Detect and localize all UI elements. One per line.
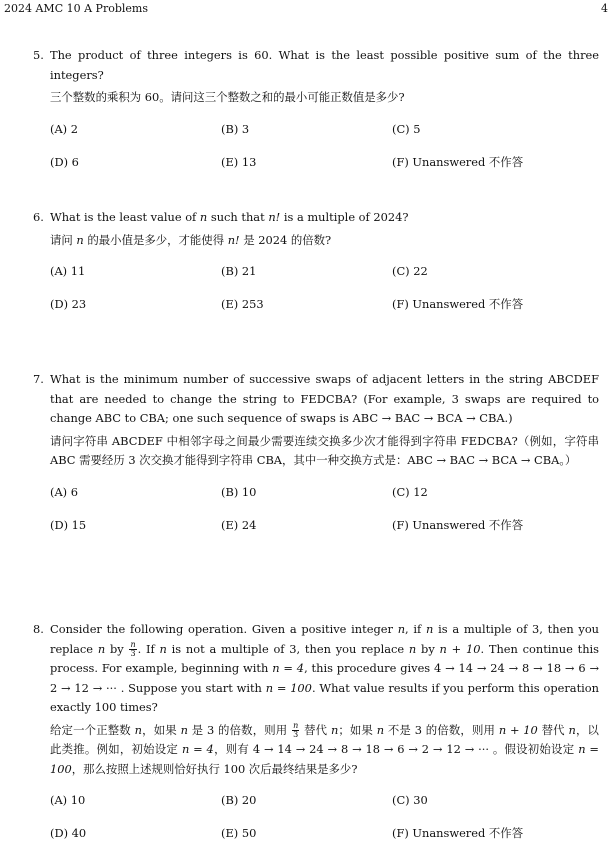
page-number: 4 bbox=[601, 2, 608, 15]
question-zh: 给定一个正整数 n，如果 n 是 3 的倍数，则用 $\frac{n}{3}$ 替代 n；如果 n 不是 3 的倍数，则用 n + 10 替代 n，以此类推。例如，初始设定 n = 4，则有 4 → 14 → 24 → 8 → 18 → 6 → 2 → 12 → ··· 。假设初始设定 n = 100，那么按照上述规则恰好执行 100 次后最终结果是多少? bbox=[50, 721, 599, 776]
choice-b[interactable]: (B) 3 bbox=[221, 121, 250, 136]
document-title: 2024 AMC 10 A Problems bbox=[4, 2, 148, 15]
choice-b[interactable]: (B) 20 bbox=[221, 793, 257, 807]
choice-f[interactable]: (F) Unanswered 不作答 bbox=[392, 297, 524, 311]
question-en: What is the minimum number of successive swaps of adjacent letters in the string ABCDEF that are needed to change the string to FEDCBA? (For example, 3 swaps are required to change ABC to CBA; one such sequence of swaps is ABC → BAC → BCA → CBA.) bbox=[50, 372, 599, 425]
choice-a[interactable]: (A) 2 bbox=[50, 121, 78, 136]
choice-f[interactable]: (F) Unanswered 不作答 bbox=[392, 826, 524, 840]
problem-number: 7. bbox=[33, 372, 44, 386]
question-en: What is the least value of n such that n! is a multiple of 2024? bbox=[50, 210, 409, 224]
fraction-n-over-3: $\frac{n}{3}$ bbox=[130, 640, 136, 658]
answer-choices bbox=[50, 262, 599, 330]
choice-d[interactable]: (D) 15 bbox=[50, 517, 87, 532]
choice-c[interactable]: (C) 30 bbox=[392, 793, 428, 807]
problem-number: 8. bbox=[33, 622, 44, 636]
choice-d[interactable]: (D) 40 bbox=[50, 826, 87, 840]
page-header bbox=[4, 2, 608, 15]
answer-choices bbox=[50, 483, 599, 551]
problem-6 bbox=[33, 208, 599, 330]
question-zh: 三个整数的乘积为 60。请问这三个整数之和的最小可能正数值是多少? bbox=[50, 90, 405, 104]
problem-7 bbox=[33, 370, 599, 551]
choice-e[interactable]: (E) 24 bbox=[221, 517, 257, 532]
choice-c[interactable]: (C) 12 bbox=[392, 484, 428, 499]
choice-a[interactable]: (A) 11 bbox=[50, 264, 86, 278]
question-zh: 请问 n 的最小值是多少，才能使得 n! 是 2024 的倍数? bbox=[50, 232, 332, 247]
choice-b[interactable]: (B) 10 bbox=[221, 484, 257, 499]
choice-f[interactable]: (F) Unanswered 不作答 bbox=[392, 517, 524, 532]
problem-number: 5. bbox=[33, 48, 44, 62]
choice-d[interactable]: (D) 6 bbox=[50, 154, 79, 169]
choice-d[interactable]: (D) 23 bbox=[50, 297, 87, 311]
answer-choices bbox=[50, 791, 599, 859]
question-zh: 请问字符串 ABCDEF 中相邻字母之间最少需要连续交换多少次才能得到字符串 FEDCBA?（例如，字符串 ABC 需要经历 3 次交换才能得到字符串 CBA，其中一种交换方式是：ABC → BAC → BCA → CBA。） bbox=[50, 433, 599, 467]
choice-b[interactable]: (B) 21 bbox=[221, 264, 257, 278]
answer-choices bbox=[50, 120, 599, 188]
choice-c[interactable]: (C) 22 bbox=[392, 264, 428, 278]
question-en: Consider the following operation. Given a positive integer n, if n is a multiple of 3, then you replace n by $\frac{n}{3}$ . If n is not a multiple of 3, then you replace n by n + 10. Then continue this process. For example, beginning with n = 4, this procedure gives 4 → 14 → 24 → 8 → 18 → 6 → 2 → 12 → ··· . Suppose you start with n = 100. What value results if you perform this operation exactly 100 times? bbox=[50, 622, 600, 714]
problem-5 bbox=[33, 46, 599, 188]
choice-e[interactable]: (E) 253 bbox=[221, 297, 264, 311]
choice-a[interactable]: (A) 6 bbox=[50, 484, 78, 499]
choice-e[interactable]: (E) 13 bbox=[221, 154, 257, 169]
choice-f[interactable]: (F) Unanswered 不作答 bbox=[392, 154, 524, 169]
question-en: The product of three integers is 60. What is the least possible positive sum of the three integers? bbox=[50, 48, 599, 82]
problem-number: 6. bbox=[33, 210, 44, 224]
choice-c[interactable]: (C) 5 bbox=[392, 121, 421, 136]
problem-8 bbox=[33, 620, 599, 859]
choice-e[interactable]: (E) 50 bbox=[221, 826, 257, 840]
fraction-n-over-3-zh: $\frac{n}{3}$ bbox=[293, 721, 299, 739]
choice-a[interactable]: (A) 10 bbox=[50, 793, 86, 807]
